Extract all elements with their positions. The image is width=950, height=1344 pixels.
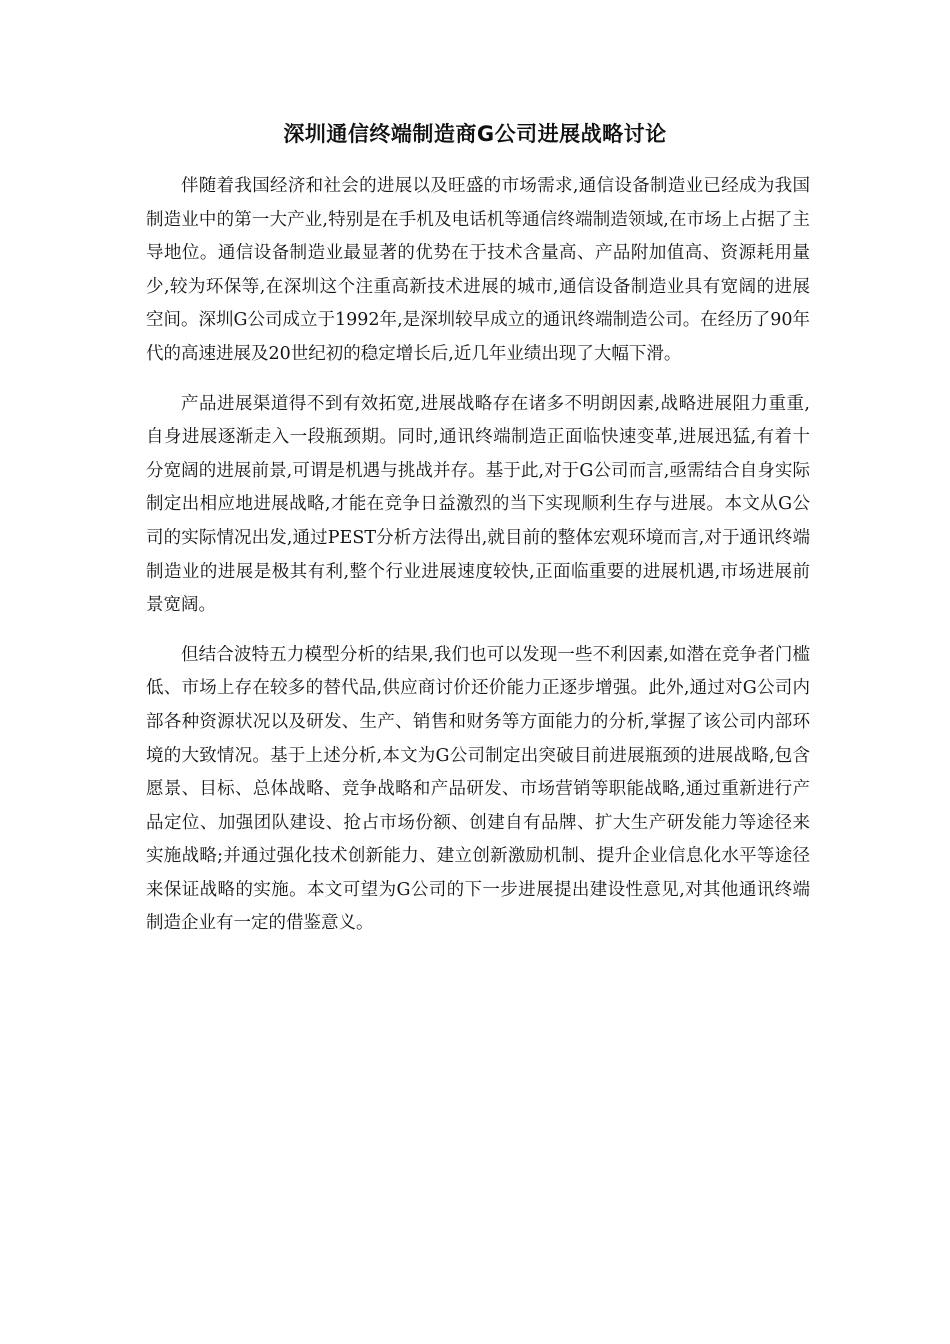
paragraph-2: 产品进展渠道得不到有效拓宽,进展战略存在诸多不明朗因素,战略进展阻力重重,自身进展逐渐走入一段瓶颈期。同时,通讯终端制造正面临快速变革,进展迅猛,有着十分宽阔的进展前景,可谓是机遇与挑战并存。基于此,对于G公司而言,亟需结合自身实际制定出相应地进展战略,才能在竞争日益激烈的当下实现顺利生存与进展。本文从G公司的实际情况出发,通过PEST分析方法得出,就目前的整体宏观环境而言,对于通讯终端制造业的进展是极其有利,整个行业进展速度较快,正面临重要的进展机遇,市场进展前景宽阔。 (146, 393, 810, 616)
document-body (146, 170, 810, 957)
document-title: 深圳通信终端制造商G公司进展战略讨论 (283, 122, 667, 146)
paragraph-3: 但结合波特五力模型分析的结果,我们也可以发现一些不利因素,如潜在竞争者门槛低、市场上存在较多的替代品,供应商讨价还价能力正逐步增强。此外,通过对G公司内部各种资源状况以及研发、生产、销售和财务等方面能力的分析,掌握了该公司内部环境的大致情况。基于上述分析,本文为G公司制定出突破目前进展瓶颈的进展战略,包含愿景、目标、总体战略、竞争战略和产品研发、市场营销等职能战略,通过重新进行产品定位、加强团队建设、抢占市场份额、创建自有品牌、扩大生产研发能力等途径来实施战略;并通过强化技术创新能力、建立创新激励机制、提升企业信息化水平等途径来保证战略的实施。本文可望为G公司的下一步进展提出建设性意见,对其他通讯终端制造企业有一定的借鉴意义。 (146, 644, 810, 934)
paragraph-1: 伴随着我国经济和社会的进展以及旺盛的市场需求,通信设备制造业已经成为我国制造业中的第一大产业,特别是在手机及电话机等通信终端制造领域,在市场上占据了主导地位。通信设备制造业最显著的优势在于技术含量高、产品附加值高、资源耗用量少,较为环保等,在深圳这个注重高新技术进展的城市,通信设备制造业具有宽阔的进展空间。深圳G公司成立于1992年,是深圳较早成立的通讯终端制造公司。在经历了90年代的高速进展及20世纪初的稳定增长后,近几年业绩出现了大幅下滑。 (146, 176, 810, 364)
